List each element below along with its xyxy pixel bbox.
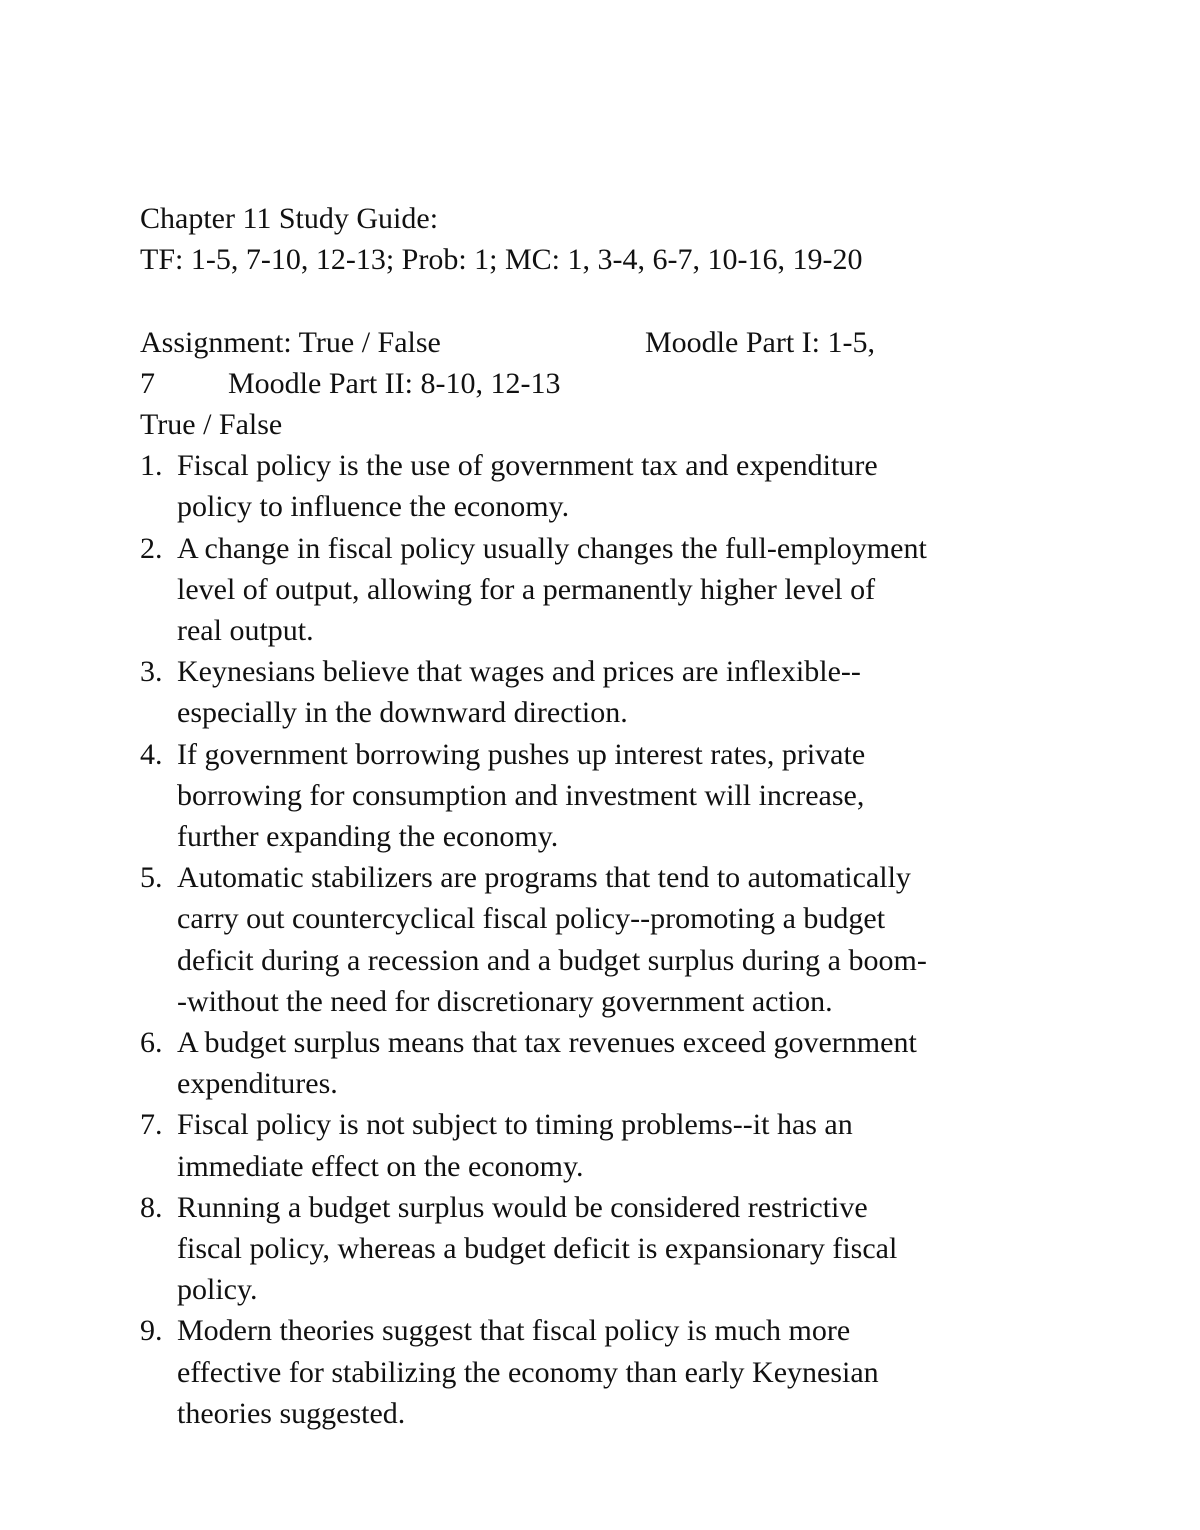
question-item bbox=[140, 857, 1070, 1022]
question-text bbox=[177, 1187, 1070, 1311]
question-line: A budget surplus means that tax revenues exceed government bbox=[177, 1026, 917, 1060]
assignment-row-continued bbox=[140, 363, 1070, 404]
document-content bbox=[140, 198, 1070, 1434]
question-line: If government borrowing pushes up interest rates, private bbox=[177, 737, 866, 771]
assignment-label: Assignment: True / False bbox=[140, 325, 441, 359]
question-number: 3. bbox=[140, 655, 163, 689]
question-line: policy to influence the economy. bbox=[177, 490, 570, 524]
question-number: 2. bbox=[140, 531, 163, 565]
question-number: 8. bbox=[140, 1190, 163, 1224]
question-item bbox=[140, 734, 1070, 858]
question-text bbox=[177, 528, 1070, 652]
question-number: 9. bbox=[140, 1314, 163, 1348]
question-line: further expanding the economy. bbox=[177, 820, 559, 854]
question-line: expenditures. bbox=[177, 1067, 338, 1101]
question-line: -without the need for discretionary government action. bbox=[177, 984, 833, 1018]
question-line: theories suggested. bbox=[177, 1396, 406, 1430]
question-line: Fiscal policy is the use of government tax and expenditure bbox=[177, 449, 878, 483]
question-text bbox=[177, 857, 1070, 1022]
question-text bbox=[177, 1310, 1070, 1434]
question-line: fiscal policy, whereas a budget deficit is expansionary fiscal bbox=[177, 1232, 898, 1266]
question-number: 7. bbox=[140, 1108, 163, 1142]
question-item bbox=[140, 1104, 1070, 1186]
question-line: immediate effect on the economy. bbox=[177, 1149, 584, 1183]
question-line: carry out countercyclical fiscal policy--promoting a budget bbox=[177, 902, 886, 936]
question-line: borrowing for consumption and investment will increase, bbox=[177, 778, 865, 812]
question-item bbox=[140, 1187, 1070, 1311]
question-line: policy. bbox=[177, 1273, 258, 1307]
question-item bbox=[140, 1310, 1070, 1434]
question-line: deficit during a recession and a budget surplus during a boom- bbox=[177, 943, 927, 977]
question-number: 1. bbox=[140, 449, 163, 483]
question-number: 6. bbox=[140, 1026, 163, 1060]
question-number: 4. bbox=[140, 737, 163, 771]
question-number: 5. bbox=[140, 861, 163, 895]
question-text bbox=[177, 734, 1070, 858]
question-line: effective for stabilizing the economy than early Keynesian bbox=[177, 1355, 879, 1389]
moodle-part-1: Moodle Part I: 1-5, bbox=[645, 325, 875, 359]
question-line: especially in the downward direction. bbox=[177, 696, 628, 730]
question-text bbox=[177, 1104, 1070, 1186]
question-item bbox=[140, 1022, 1070, 1104]
page-title: Chapter 11 Study Guide: bbox=[140, 202, 439, 235]
question-item bbox=[140, 445, 1070, 527]
question-item bbox=[140, 651, 1070, 733]
question-line: A change in fiscal policy usually changes the full-employment bbox=[177, 531, 927, 565]
question-line: level of output, allowing for a permanently higher level of bbox=[177, 572, 876, 606]
assignment-summary: TF: 1-5, 7-10, 12-13; Prob: 1; MC: 1, 3-4, 6-7, 10-16, 19-20 bbox=[140, 243, 863, 277]
question-text bbox=[177, 445, 1070, 527]
section-heading: True / False bbox=[140, 408, 283, 441]
spacer bbox=[140, 280, 1070, 321]
question-line: Modern theories suggest that fiscal policy is much more bbox=[177, 1314, 851, 1348]
question-line: real output. bbox=[177, 614, 314, 648]
question-line: Fiscal policy is not subject to timing problems--it has an bbox=[177, 1108, 853, 1142]
question-text bbox=[177, 1022, 1070, 1104]
question-line: Keynesians believe that wages and prices are inflexible-- bbox=[177, 655, 861, 689]
true-false-list bbox=[140, 445, 1070, 1434]
moodle-part-1-continued: 7 bbox=[140, 366, 155, 400]
moodle-part-2: Moodle Part II: 8-10, 12-13 bbox=[228, 366, 561, 400]
question-line: Running a budget surplus would be considered restrictive bbox=[177, 1190, 868, 1224]
assignment-row bbox=[140, 322, 1070, 363]
question-text bbox=[177, 651, 1070, 733]
question-line: Automatic stabilizers are programs that tend to automatically bbox=[177, 861, 911, 895]
question-item bbox=[140, 528, 1070, 652]
